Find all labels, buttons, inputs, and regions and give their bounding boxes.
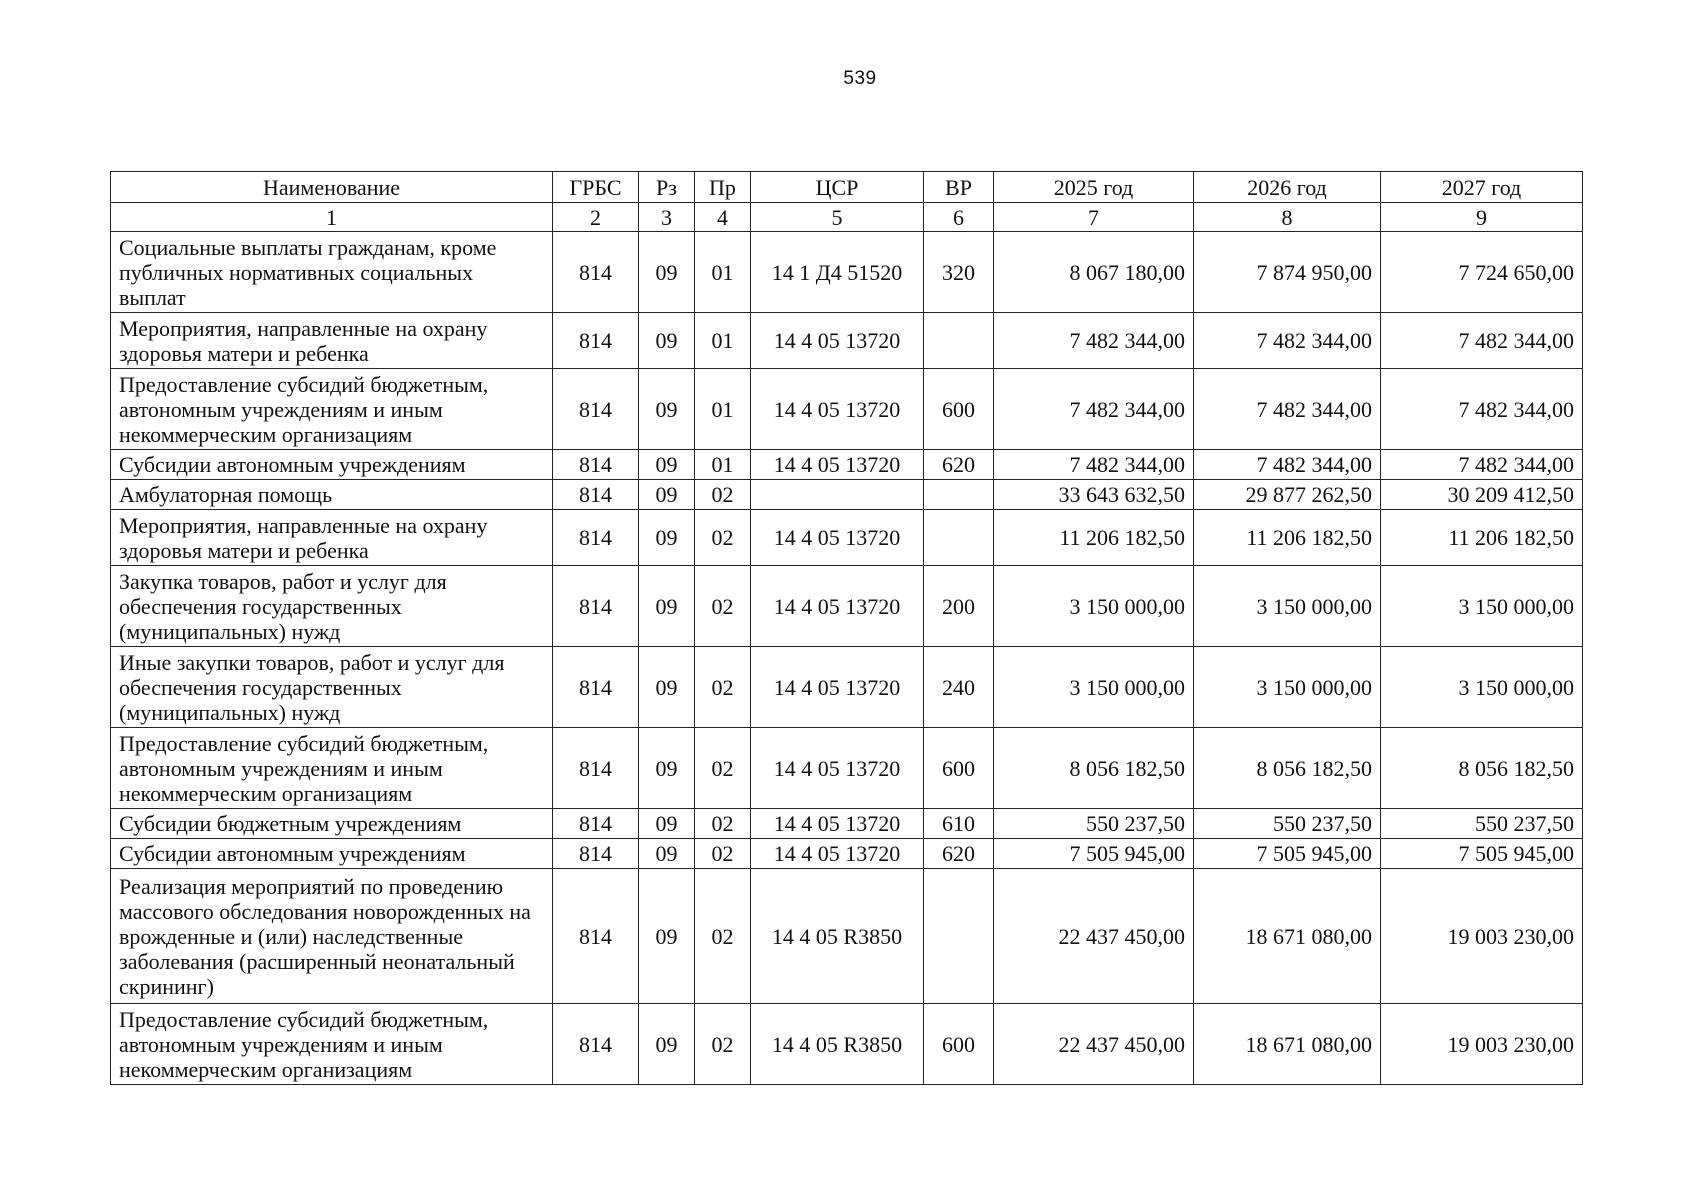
row-name: Субсидии бюджетным учреждениям bbox=[111, 809, 553, 839]
row-name: Субсидии автономным учреждениям bbox=[111, 839, 553, 869]
header-2025: 2025 год bbox=[994, 172, 1194, 203]
row-amount-2027: 7 482 344,00 bbox=[1381, 313, 1583, 369]
row-csr: 14 4 05 13720 bbox=[751, 647, 924, 728]
row-name: Субсидии автономным учреждениям bbox=[111, 450, 553, 480]
header-pr: Пр bbox=[695, 172, 751, 203]
row-amount-2026: 29 877 262,50 bbox=[1194, 480, 1381, 510]
table-row bbox=[111, 313, 1583, 369]
row-csr: 14 4 05 13720 bbox=[751, 839, 924, 869]
row-amount-2027: 7 482 344,00 bbox=[1381, 369, 1583, 450]
column-number: 7 bbox=[994, 203, 1194, 232]
row-csr: 14 4 05 13720 bbox=[751, 450, 924, 480]
row-vr: 600 bbox=[924, 728, 994, 809]
row-name: Амбулаторная помощь bbox=[111, 480, 553, 510]
row-rz: 09 bbox=[639, 369, 695, 450]
row-csr: 14 4 05 R3850 bbox=[751, 1004, 924, 1085]
row-csr: 14 4 05 R3850 bbox=[751, 869, 924, 1004]
row-amount-2026: 18 671 080,00 bbox=[1194, 869, 1381, 1004]
row-amount-2025: 7 482 344,00 bbox=[994, 369, 1194, 450]
row-amount-2026: 7 482 344,00 bbox=[1194, 313, 1381, 369]
row-grbs: 814 bbox=[553, 728, 639, 809]
header-2026: 2026 год bbox=[1194, 172, 1381, 203]
row-rz: 09 bbox=[639, 313, 695, 369]
row-pr: 02 bbox=[695, 869, 751, 1004]
row-amount-2025: 22 437 450,00 bbox=[994, 869, 1194, 1004]
row-rz: 09 bbox=[639, 1004, 695, 1085]
row-pr: 02 bbox=[695, 647, 751, 728]
table-row bbox=[111, 869, 1583, 1004]
row-amount-2026: 3 150 000,00 bbox=[1194, 566, 1381, 647]
row-vr: 600 bbox=[924, 1004, 994, 1085]
row-amount-2027: 7 482 344,00 bbox=[1381, 450, 1583, 480]
row-csr: 14 4 05 13720 bbox=[751, 369, 924, 450]
header-grbs: ГРБС bbox=[553, 172, 639, 203]
row-amount-2025: 22 437 450,00 bbox=[994, 1004, 1194, 1085]
column-number: 9 bbox=[1381, 203, 1583, 232]
row-name: Иные закупки товаров, работ и услуг для обеспечения государственных (муниципальных) нужд bbox=[111, 647, 553, 728]
row-amount-2027: 7 724 650,00 bbox=[1381, 232, 1583, 313]
table-header bbox=[111, 172, 1583, 232]
row-rz: 09 bbox=[639, 728, 695, 809]
row-name: Предоставление субсидий бюджетным, автономным учреждениям и иным некоммерческим организациям bbox=[111, 728, 553, 809]
row-amount-2026: 8 056 182,50 bbox=[1194, 728, 1381, 809]
row-pr: 02 bbox=[695, 510, 751, 566]
row-rz: 09 bbox=[639, 480, 695, 510]
row-name: Закупка товаров, работ и услуг для обеспечения государственных (муниципальных) нужд bbox=[111, 566, 553, 647]
row-amount-2027: 550 237,50 bbox=[1381, 809, 1583, 839]
row-pr: 01 bbox=[695, 232, 751, 313]
row-pr: 01 bbox=[695, 313, 751, 369]
row-name: Предоставление субсидий бюджетным, автономным учреждениям и иным некоммерческим организациям bbox=[111, 1004, 553, 1085]
row-pr: 02 bbox=[695, 566, 751, 647]
row-amount-2025: 7 482 344,00 bbox=[994, 450, 1194, 480]
row-grbs: 814 bbox=[553, 839, 639, 869]
row-name: Предоставление субсидий бюджетным, автономным учреждениям и иным некоммерческим организациям bbox=[111, 369, 553, 450]
row-pr: 02 bbox=[695, 728, 751, 809]
page-number: 539 bbox=[843, 68, 877, 89]
row-amount-2025: 33 643 632,50 bbox=[994, 480, 1194, 510]
row-name: Мероприятия, направленные на охрану здоровья матери и ребенка bbox=[111, 510, 553, 566]
row-amount-2025: 8 067 180,00 bbox=[994, 232, 1194, 313]
row-amount-2025: 8 056 182,50 bbox=[994, 728, 1194, 809]
row-pr: 02 bbox=[695, 480, 751, 510]
row-amount-2027: 3 150 000,00 bbox=[1381, 647, 1583, 728]
row-name: Мероприятия, направленные на охрану здоровья матери и ребенка bbox=[111, 313, 553, 369]
row-amount-2025: 3 150 000,00 bbox=[994, 647, 1194, 728]
row-pr: 01 bbox=[695, 369, 751, 450]
row-pr: 02 bbox=[695, 1004, 751, 1085]
row-vr: 200 bbox=[924, 566, 994, 647]
table-row bbox=[111, 809, 1583, 839]
row-vr: 320 bbox=[924, 232, 994, 313]
row-amount-2025: 7 505 945,00 bbox=[994, 839, 1194, 869]
row-vr bbox=[924, 313, 994, 369]
row-amount-2026: 7 482 344,00 bbox=[1194, 369, 1381, 450]
column-number: 2 bbox=[553, 203, 639, 232]
header-row bbox=[111, 172, 1583, 203]
row-csr bbox=[751, 480, 924, 510]
row-rz: 09 bbox=[639, 232, 695, 313]
column-number-row bbox=[111, 203, 1583, 232]
row-grbs: 814 bbox=[553, 869, 639, 1004]
row-grbs: 814 bbox=[553, 313, 639, 369]
table-row bbox=[111, 369, 1583, 450]
row-amount-2025: 550 237,50 bbox=[994, 809, 1194, 839]
row-vr bbox=[924, 480, 994, 510]
table-row bbox=[111, 728, 1583, 809]
row-amount-2027: 7 505 945,00 bbox=[1381, 839, 1583, 869]
row-grbs: 814 bbox=[553, 510, 639, 566]
row-csr: 14 4 05 13720 bbox=[751, 566, 924, 647]
row-amount-2027: 19 003 230,00 bbox=[1381, 869, 1583, 1004]
column-number: 3 bbox=[639, 203, 695, 232]
column-number: 1 bbox=[111, 203, 553, 232]
table-row bbox=[111, 1004, 1583, 1085]
column-number: 4 bbox=[695, 203, 751, 232]
row-rz: 09 bbox=[639, 510, 695, 566]
row-vr: 240 bbox=[924, 647, 994, 728]
row-rz: 09 bbox=[639, 450, 695, 480]
row-amount-2026: 7 874 950,00 bbox=[1194, 232, 1381, 313]
row-pr: 02 bbox=[695, 809, 751, 839]
row-pr: 02 bbox=[695, 839, 751, 869]
row-amount-2026: 7 505 945,00 bbox=[1194, 839, 1381, 869]
row-csr: 14 4 05 13720 bbox=[751, 510, 924, 566]
row-rz: 09 bbox=[639, 566, 695, 647]
header-vr: ВР bbox=[924, 172, 994, 203]
row-csr: 14 4 05 13720 bbox=[751, 728, 924, 809]
row-grbs: 814 bbox=[553, 480, 639, 510]
row-grbs: 814 bbox=[553, 647, 639, 728]
row-rz: 09 bbox=[639, 809, 695, 839]
row-amount-2027: 19 003 230,00 bbox=[1381, 1004, 1583, 1085]
row-vr: 600 bbox=[924, 369, 994, 450]
row-vr: 610 bbox=[924, 809, 994, 839]
table-row bbox=[111, 480, 1583, 510]
row-rz: 09 bbox=[639, 647, 695, 728]
row-grbs: 814 bbox=[553, 1004, 639, 1085]
header-2027: 2027 год bbox=[1381, 172, 1583, 203]
row-amount-2026: 11 206 182,50 bbox=[1194, 510, 1381, 566]
row-vr: 620 bbox=[924, 839, 994, 869]
row-rz: 09 bbox=[639, 869, 695, 1004]
table-row bbox=[111, 232, 1583, 313]
row-csr: 14 4 05 13720 bbox=[751, 313, 924, 369]
column-number: 8 bbox=[1194, 203, 1381, 232]
column-number: 6 bbox=[924, 203, 994, 232]
row-rz: 09 bbox=[639, 839, 695, 869]
row-amount-2027: 11 206 182,50 bbox=[1381, 510, 1583, 566]
row-grbs: 814 bbox=[553, 809, 639, 839]
row-name: Социальные выплаты гражданам, кроме публичных нормативных социальных выплат bbox=[111, 232, 553, 313]
table-row bbox=[111, 566, 1583, 647]
row-amount-2026: 18 671 080,00 bbox=[1194, 1004, 1381, 1085]
row-amount-2026: 3 150 000,00 bbox=[1194, 647, 1381, 728]
row-grbs: 814 bbox=[553, 450, 639, 480]
row-amount-2026: 7 482 344,00 bbox=[1194, 450, 1381, 480]
row-csr: 14 4 05 13720 bbox=[751, 809, 924, 839]
column-number: 5 bbox=[751, 203, 924, 232]
row-amount-2027: 30 209 412,50 bbox=[1381, 480, 1583, 510]
row-amount-2025: 11 206 182,50 bbox=[994, 510, 1194, 566]
row-vr bbox=[924, 869, 994, 1004]
row-grbs: 814 bbox=[553, 566, 639, 647]
table-row bbox=[111, 510, 1583, 566]
row-pr: 01 bbox=[695, 450, 751, 480]
row-amount-2025: 3 150 000,00 bbox=[994, 566, 1194, 647]
row-vr bbox=[924, 510, 994, 566]
table-row bbox=[111, 839, 1583, 869]
row-grbs: 814 bbox=[553, 369, 639, 450]
row-amount-2027: 3 150 000,00 bbox=[1381, 566, 1583, 647]
header-csr: ЦСР bbox=[751, 172, 924, 203]
row-amount-2027: 8 056 182,50 bbox=[1381, 728, 1583, 809]
header-name: Наименование bbox=[111, 172, 553, 203]
row-amount-2025: 7 482 344,00 bbox=[994, 313, 1194, 369]
header-rz: Рз bbox=[639, 172, 695, 203]
row-grbs: 814 bbox=[553, 232, 639, 313]
row-vr: 620 bbox=[924, 450, 994, 480]
row-name: Реализация мероприятий по проведению массового обследования новорожденных на врожденные и (или) наследственные заболевания (расширенный неонатальный скрининг) bbox=[111, 869, 553, 1004]
table-row bbox=[111, 647, 1583, 728]
row-csr: 14 1 Д4 51520 bbox=[751, 232, 924, 313]
table-row bbox=[111, 450, 1583, 480]
row-amount-2026: 550 237,50 bbox=[1194, 809, 1381, 839]
budget-table bbox=[110, 171, 1583, 1085]
table-body bbox=[111, 232, 1583, 1085]
